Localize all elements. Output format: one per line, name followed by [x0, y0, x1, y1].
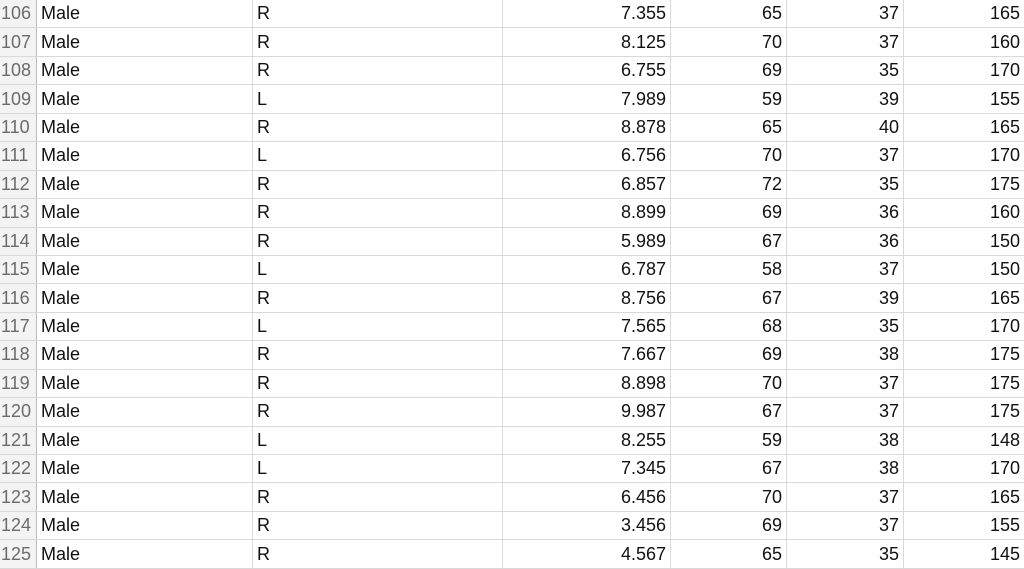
cell-hand[interactable]: R — [253, 483, 503, 510]
cell-value-1[interactable]: 3.456 — [503, 512, 671, 539]
cell-value-3[interactable]: 35 — [787, 57, 904, 84]
cell-value-1[interactable]: 8.125 — [503, 28, 671, 55]
cell-value-4[interactable]: 175 — [989, 401, 1020, 422]
cell-value-1[interactable]: 7.565 — [503, 313, 671, 340]
cell-value-3[interactable]: 35 — [787, 171, 904, 198]
table-row — [0, 0, 1024, 28]
cell-value-4[interactable]: 150 — [989, 230, 1020, 251]
cell-value-2[interactable]: 70 — [671, 370, 787, 397]
row-header[interactable]: 121 — [0, 427, 37, 454]
cell-value-4[interactable]: 165 — [989, 287, 1020, 308]
cell-hand[interactable]: R — [253, 0, 503, 27]
cell-value-3[interactable]: 38 — [787, 455, 904, 482]
row-header[interactable]: 125 — [0, 540, 37, 567]
cell-value-4[interactable]: 155 — [989, 515, 1020, 536]
row-header[interactable]: 124 — [0, 512, 37, 539]
cell-value-2[interactable]: 59 — [671, 427, 787, 454]
cell-value-3[interactable]: 35 — [787, 540, 904, 567]
cell-hand[interactable]: R — [253, 28, 503, 55]
cell-value-4[interactable]: 170 — [989, 458, 1020, 479]
cell-gender[interactable]: Male — [37, 228, 253, 255]
table-row — [0, 57, 1024, 85]
table-row — [0, 142, 1024, 170]
cell-value-2[interactable]: 67 — [671, 398, 787, 425]
cell-hand[interactable]: R — [253, 284, 503, 311]
cell-value-1[interactable]: 6.755 — [503, 57, 671, 84]
cell-gender[interactable]: Male — [37, 57, 253, 84]
cell-value-2[interactable]: 65 — [671, 540, 787, 567]
cell-hand[interactable]: R — [253, 398, 503, 425]
cell-value-1[interactable]: 5.989 — [503, 228, 671, 255]
cell-value-3[interactable]: 37 — [787, 0, 904, 27]
cell-value-2[interactable]: 65 — [671, 0, 787, 27]
cell-value-4[interactable]: 170 — [989, 145, 1020, 166]
table-row — [0, 28, 1024, 56]
row-header[interactable]: 113 — [0, 199, 37, 226]
cell-value-4[interactable]: 170 — [989, 316, 1020, 337]
cell-value-1[interactable]: 8.899 — [503, 199, 671, 226]
cell-value-4[interactable]: 145 — [989, 543, 1020, 564]
table-row — [0, 370, 1024, 398]
cell-value-4[interactable]: 165 — [989, 3, 1020, 24]
cell-value-3[interactable]: 39 — [787, 284, 904, 311]
cell-value-2[interactable]: 58 — [671, 256, 787, 283]
cell-value-4[interactable]: 170 — [989, 60, 1020, 81]
table-row — [0, 228, 1024, 256]
cell-value-1[interactable]: 4.567 — [503, 540, 671, 567]
table-row — [0, 199, 1024, 227]
cell-gender[interactable]: Male — [37, 512, 253, 539]
cell-value-1[interactable]: 6.787 — [503, 256, 671, 283]
cell-value-2[interactable]: 67 — [671, 284, 787, 311]
cell-value-4[interactable]: 165 — [989, 116, 1020, 137]
table-row — [0, 512, 1024, 540]
cell-value-2[interactable]: 69 — [671, 341, 787, 368]
row-header[interactable]: 119 — [0, 370, 37, 397]
cell-gender[interactable]: Male — [37, 256, 253, 283]
cell-hand[interactable]: R — [253, 540, 503, 567]
cell-value-1[interactable]: 9.987 — [503, 398, 671, 425]
cell-value-1[interactable]: 7.355 — [503, 0, 671, 27]
table-row — [0, 171, 1024, 199]
cell-value-3[interactable]: 37 — [787, 398, 904, 425]
cell-value-3[interactable]: 38 — [787, 427, 904, 454]
cell-value-3[interactable]: 37 — [787, 142, 904, 169]
cell-value-1[interactable]: 7.989 — [503, 85, 671, 112]
cell-value-3[interactable]: 36 — [787, 228, 904, 255]
cell-value-4[interactable]: 150 — [989, 259, 1020, 280]
cell-hand[interactable]: R — [253, 370, 503, 397]
row-header[interactable]: 116 — [0, 284, 37, 311]
cell-value-1[interactable]: 7.345 — [503, 455, 671, 482]
cell-value-4[interactable]: 175 — [989, 344, 1020, 365]
cell-value-4[interactable]: 165 — [989, 486, 1020, 507]
cell-value-3[interactable]: 38 — [787, 341, 904, 368]
cell-hand[interactable]: R — [253, 228, 503, 255]
table-row — [0, 540, 1024, 568]
cell-value-3[interactable]: 37 — [787, 370, 904, 397]
cell-value-4[interactable]: 148 — [989, 429, 1020, 450]
cell-value-1[interactable]: 8.878 — [503, 114, 671, 141]
cell-gender[interactable]: Male — [37, 142, 253, 169]
table-row — [0, 256, 1024, 284]
table-row — [0, 114, 1024, 142]
row-header[interactable]: 115 — [0, 256, 37, 283]
cell-value-2[interactable]: 70 — [671, 28, 787, 55]
cell-value-2[interactable]: 69 — [671, 512, 787, 539]
row-header[interactable]: 111 — [0, 142, 37, 169]
table-row — [0, 427, 1024, 455]
cell-hand[interactable]: R — [253, 114, 503, 141]
row-header[interactable]: 117 — [0, 313, 37, 340]
cell-gender[interactable]: Male — [37, 313, 253, 340]
cell-hand[interactable]: L — [253, 313, 503, 340]
cell-gender[interactable]: Male — [37, 398, 253, 425]
cell-value-3[interactable]: 37 — [787, 256, 904, 283]
table-row — [0, 313, 1024, 341]
cell-gender[interactable]: Male — [37, 85, 253, 112]
cell-value-3[interactable]: 37 — [787, 483, 904, 510]
cell-hand[interactable]: R — [253, 199, 503, 226]
cell-value-4[interactable]: 160 — [989, 202, 1020, 223]
cell-hand[interactable]: L — [253, 256, 503, 283]
cell-gender[interactable]: Male — [37, 28, 253, 55]
cell-value-2[interactable]: 72 — [671, 171, 787, 198]
row-header[interactable]: 122 — [0, 455, 37, 482]
table-row — [0, 341, 1024, 369]
table-row — [0, 455, 1024, 483]
cell-value-1[interactable]: 6.756 — [503, 142, 671, 169]
cell-value-3[interactable]: 35 — [787, 313, 904, 340]
cell-gender[interactable]: Male — [37, 0, 253, 27]
cell-value-1[interactable]: 8.756 — [503, 284, 671, 311]
cell-value-4[interactable]: 175 — [989, 372, 1020, 393]
cell-value-3[interactable]: 36 — [787, 199, 904, 226]
cell-hand[interactable]: R — [253, 171, 503, 198]
row-header[interactable]: 107 — [0, 28, 37, 55]
cell-gender[interactable]: Male — [37, 427, 253, 454]
cell-gender[interactable]: Male — [37, 199, 253, 226]
cell-gender[interactable]: Male — [37, 114, 253, 141]
row-header[interactable]: 120 — [0, 398, 37, 425]
cell-hand[interactable]: R — [253, 512, 503, 539]
row-header[interactable]: 110 — [0, 114, 37, 141]
cell-value-2[interactable]: 65 — [671, 114, 787, 141]
cell-value-2[interactable]: 59 — [671, 85, 787, 112]
row-header[interactable]: 106 — [0, 0, 37, 27]
table-row — [0, 85, 1024, 113]
cell-value-2[interactable]: 67 — [671, 228, 787, 255]
cell-gender[interactable]: Male — [37, 540, 253, 567]
row-header[interactable]: 118 — [0, 341, 37, 368]
row-header[interactable]: 108 — [0, 57, 37, 84]
cell-value-3[interactable]: 37 — [787, 512, 904, 539]
cell-value-2[interactable]: 68 — [671, 313, 787, 340]
cell-hand[interactable]: R — [253, 341, 503, 368]
cell-value-3[interactable]: 39 — [787, 85, 904, 112]
cell-value-1[interactable]: 8.255 — [503, 427, 671, 454]
cell-value-4[interactable]: 175 — [989, 173, 1020, 194]
row-header[interactable]: 114 — [0, 228, 37, 255]
row-header[interactable]: 123 — [0, 483, 37, 510]
cell-hand[interactable]: R — [253, 57, 503, 84]
cell-value-2[interactable]: 69 — [671, 57, 787, 84]
cell-value-3[interactable]: 37 — [787, 28, 904, 55]
cell-hand[interactable]: L — [253, 142, 503, 169]
table-row — [0, 483, 1024, 511]
cell-value-3[interactable]: 40 — [787, 114, 904, 141]
cell-value-2[interactable]: 70 — [671, 483, 787, 510]
cell-gender[interactable]: Male — [37, 341, 253, 368]
cell-hand[interactable]: L — [253, 85, 503, 112]
table-row — [0, 398, 1024, 426]
cell-value-4[interactable]: 155 — [989, 88, 1020, 109]
cell-gender[interactable]: Male — [37, 483, 253, 510]
cell-gender[interactable]: Male — [37, 455, 253, 482]
cell-value-4[interactable]: 160 — [989, 31, 1020, 52]
cell-value-1[interactable]: 8.898 — [503, 370, 671, 397]
cell-value-2[interactable]: 69 — [671, 199, 787, 226]
cell-gender[interactable]: Male — [37, 370, 253, 397]
cell-value-2[interactable]: 67 — [671, 455, 787, 482]
cell-value-1[interactable]: 6.456 — [503, 483, 671, 510]
cell-value-1[interactable]: 7.667 — [503, 341, 671, 368]
cell-hand[interactable]: L — [253, 455, 503, 482]
cell-hand[interactable]: L — [253, 427, 503, 454]
table-row — [0, 284, 1024, 312]
cell-gender[interactable]: Male — [37, 171, 253, 198]
row-header[interactable]: 109 — [0, 85, 37, 112]
cell-value-1[interactable]: 6.857 — [503, 171, 671, 198]
row-header[interactable]: 112 — [0, 171, 37, 198]
cell-gender[interactable]: Male — [37, 284, 253, 311]
cell-value-2[interactable]: 70 — [671, 142, 787, 169]
